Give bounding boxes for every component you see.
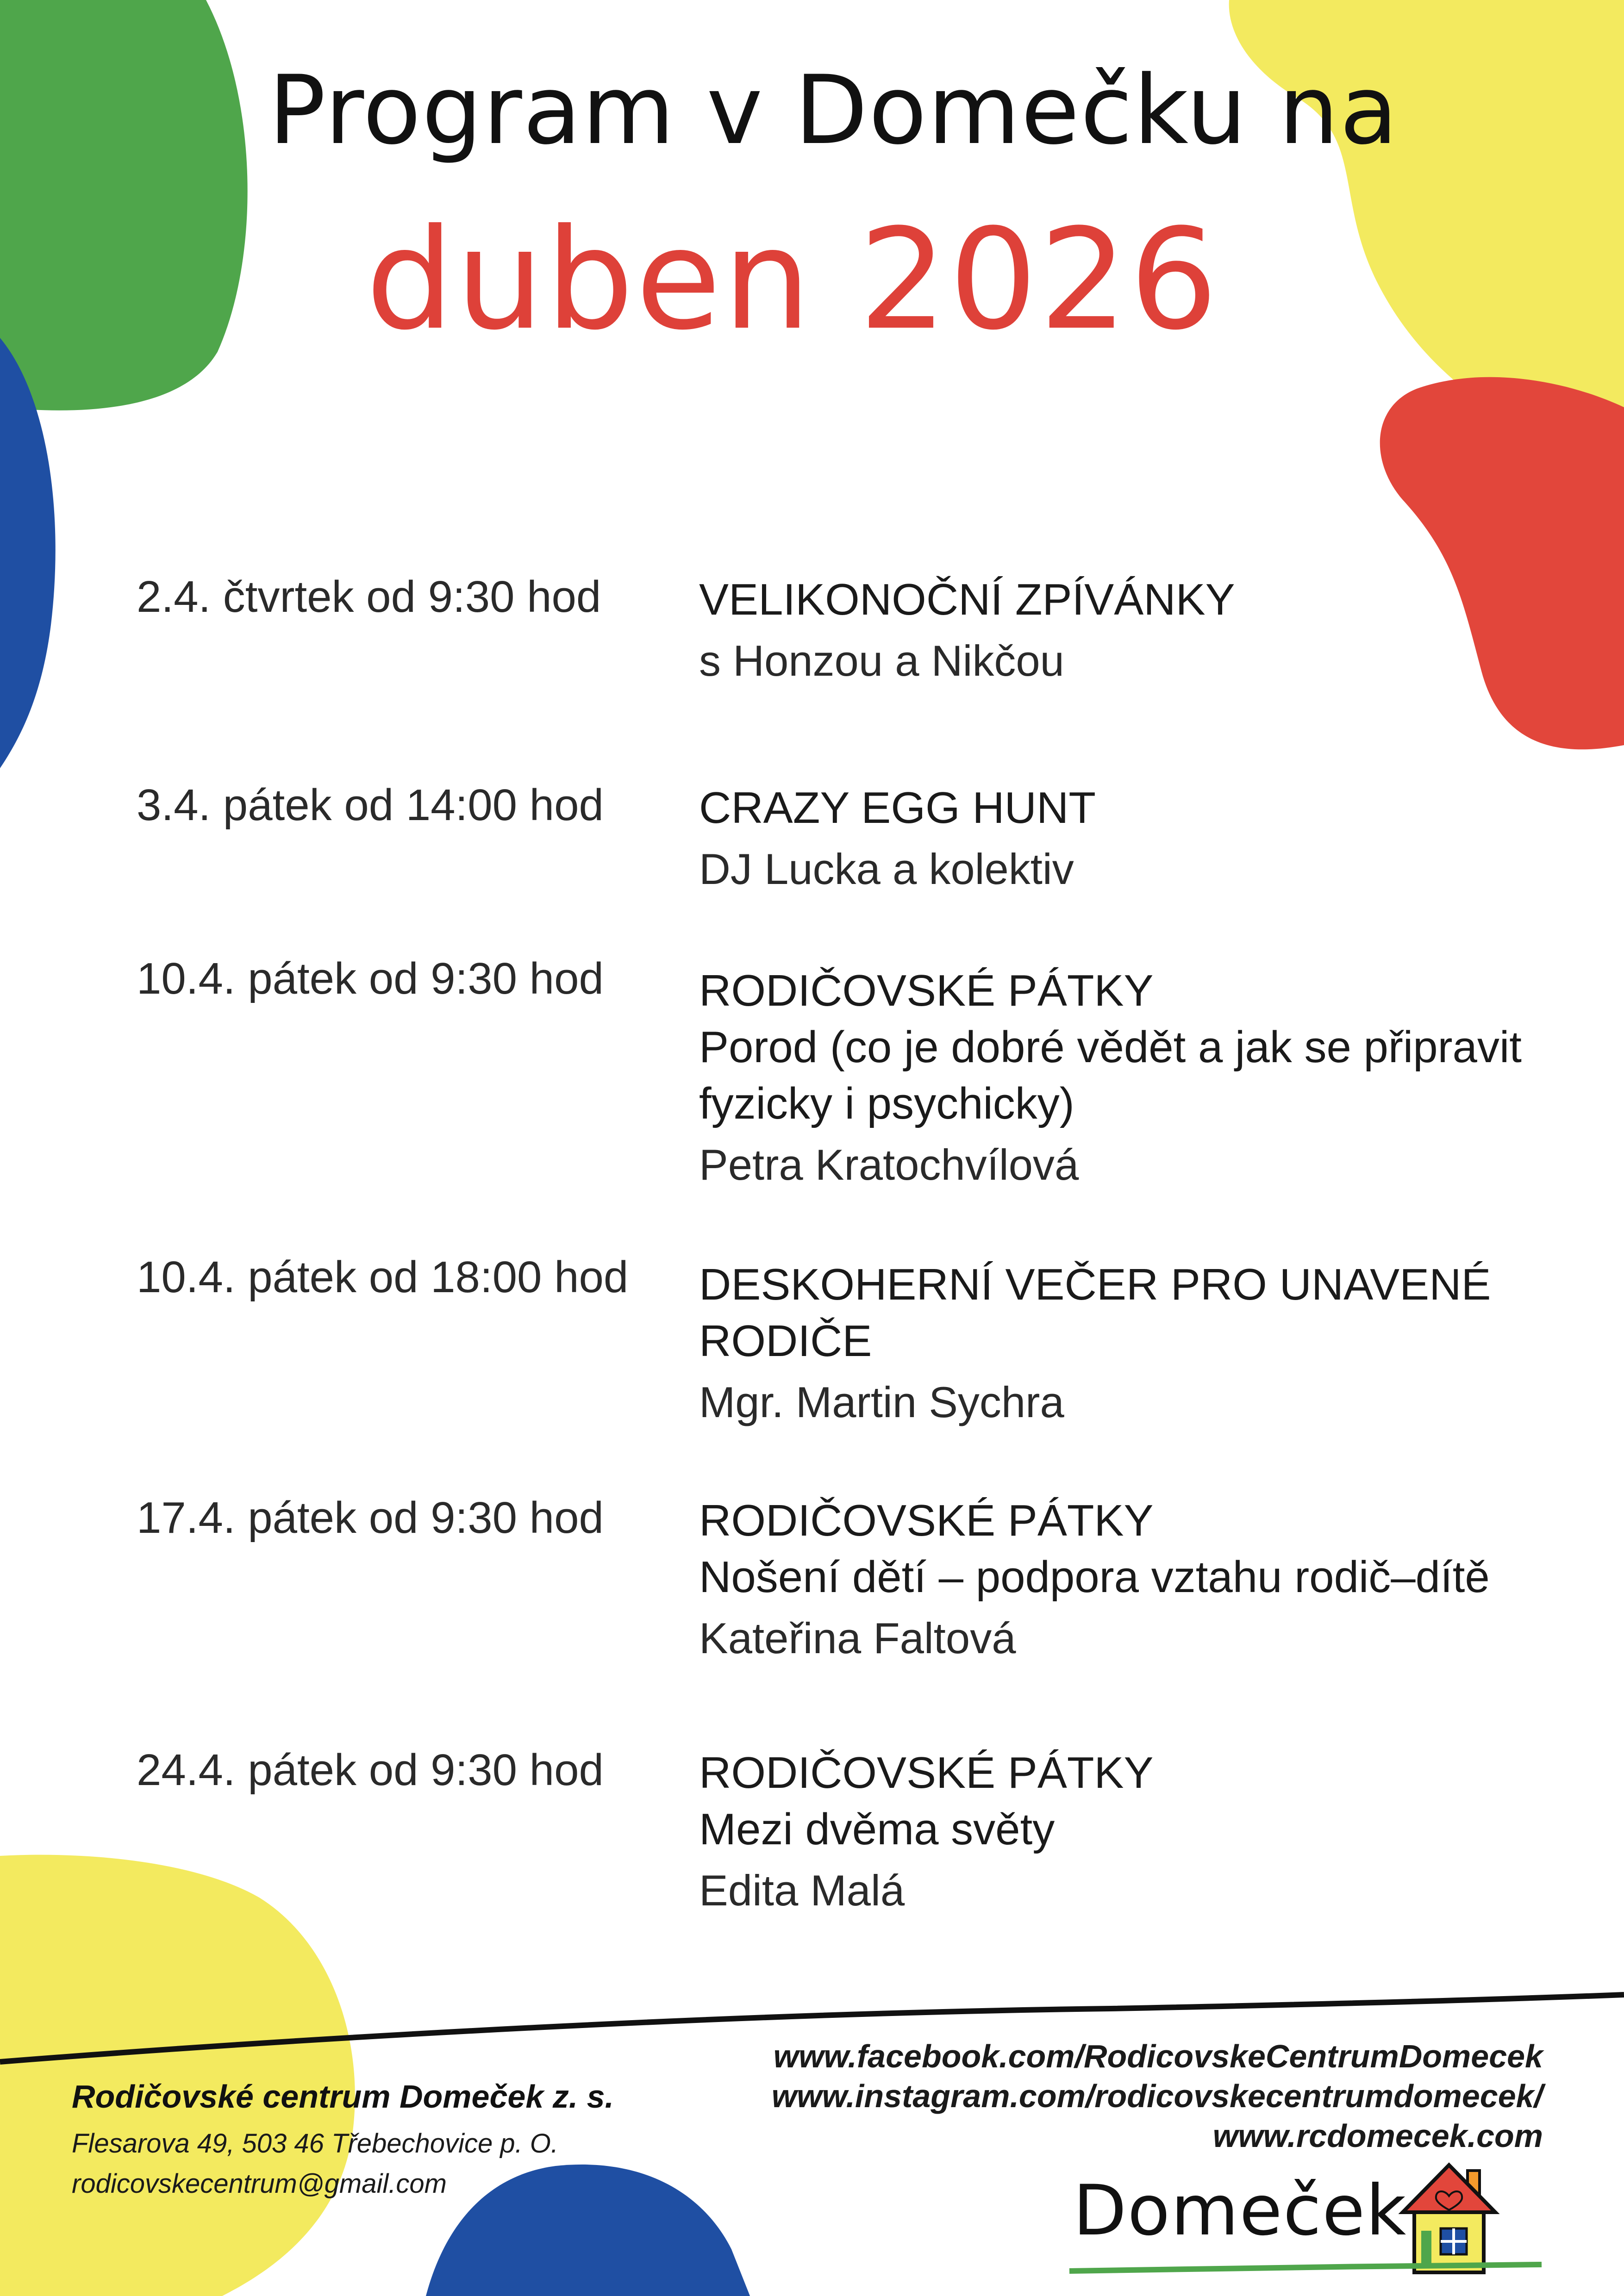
event-title: DESKOHERNÍ VEČER PRO UNAVENÉ RODIČE — [699, 1260, 1491, 1366]
footer-links — [772, 2036, 1543, 2156]
event-details — [699, 963, 1588, 1193]
title-line-1: Program v Domečku na — [269, 56, 1399, 166]
event-details — [699, 1745, 1588, 1919]
event-date: 3.4. pátek od 14:00 hod — [137, 780, 604, 830]
event-details — [699, 1493, 1588, 1667]
event-subtitle: Nošení dětí – podpora vztahu rodič–dítě — [699, 1552, 1490, 1602]
event-date: 2.4. čtvrtek od 9:30 hod — [137, 572, 601, 622]
event-details — [699, 780, 1588, 897]
event-host: Kateřina Faltová — [699, 1614, 1016, 1662]
instagram-link[interactable]: www.instagram.com/rodicovskecentrumdomecek/ — [771, 2078, 1543, 2114]
event-date: 24.4. pátek od 9:30 hod — [137, 1745, 604, 1795]
event-date: 10.4. pátek od 9:30 hod — [137, 954, 604, 1003]
event-title: CRAZY EGG HUNT — [699, 783, 1096, 833]
event-date: 17.4. pátek od 9:30 hod — [137, 1493, 604, 1543]
yellow-blob-bottom-left — [0, 1855, 355, 2296]
logo-underline — [1065, 2261, 1546, 2279]
event-details — [699, 572, 1588, 689]
event-title: RODIČOVSKÉ PÁTKY — [699, 1496, 1154, 1545]
footer-contact — [72, 2078, 614, 2199]
event-subtitle: Mezi dvěma světy — [699, 1804, 1055, 1854]
event-title: RODIČOVSKÉ PÁTKY — [699, 1748, 1154, 1798]
organization-email[interactable]: rodicovskecentrum@gmail.com — [72, 2169, 447, 2199]
event-host: Mgr. Martin Sychra — [699, 1378, 1064, 1426]
event-subtitle: Porod (co je dobré vědět a jak se připravit fyzicky i psychicky) — [699, 1022, 1522, 1128]
facebook-link[interactable]: www.facebook.com/RodicovskeCentrumDomecek — [773, 2038, 1543, 2074]
event-date: 10.4. pátek od 18:00 hod — [137, 1252, 629, 1302]
red-blob-right — [1380, 377, 1624, 750]
domecek-logo — [1065, 2161, 1546, 2282]
organization-address: Flesarova 49, 503 46 Třebechovice p. O. — [72, 2128, 559, 2159]
event-host: Edita Malá — [699, 1866, 905, 1915]
website-link[interactable]: www.rcdomecek.com — [1212, 2118, 1543, 2154]
event-host: Petra Kratochvílová — [699, 1140, 1079, 1189]
event-details — [699, 1257, 1588, 1431]
title-line-2: duben 2026 — [366, 199, 1220, 361]
logo-text: Domeček — [1073, 2171, 1407, 2251]
event-title: VELIKONOČNÍ ZPÍVÁNKY — [699, 575, 1235, 624]
organization-name: Rodičovské centrum Domeček z. s. — [72, 2078, 614, 2115]
event-host: s Honzou a Nikčou — [699, 636, 1064, 685]
event-host: DJ Lucka a kolektiv — [699, 845, 1074, 893]
event-title: RODIČOVSKÉ PÁTKY — [699, 966, 1154, 1015]
